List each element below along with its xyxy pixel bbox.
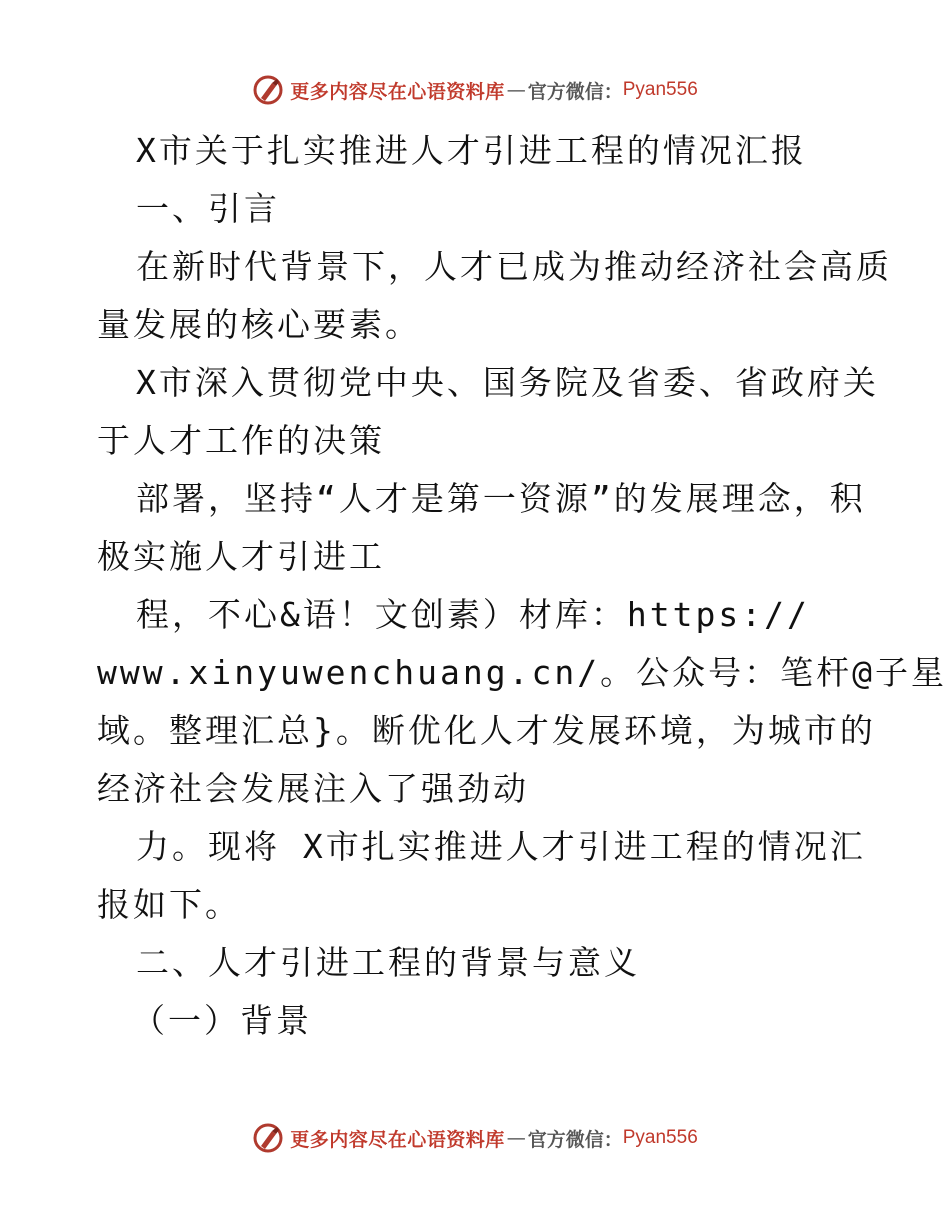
paragraph-line: 经济社会发展注入了强劲动 [97, 769, 529, 808]
watermark-brand: 更多内容尽在心语资料库 [290, 1128, 505, 1151]
paragraph-line: 量发展的核心要素。 [97, 305, 421, 344]
section-heading-introduction: 一、引言 [136, 189, 280, 228]
paragraph-line: 域。整理汇总}。断优化人才发展环境，为城市的 [97, 711, 876, 750]
header-watermark [0, 70, 950, 110]
paragraph-line: 报如下。 [97, 885, 241, 924]
document-body [97, 122, 947, 1050]
watermark-official-label: 官方微信： [527, 1128, 623, 1151]
watermark-official-label: 官方微信： [527, 80, 623, 103]
paragraph-line: 于人才工作的决策 [97, 421, 385, 460]
pen-logo-icon [252, 1122, 284, 1154]
paragraph-line: www.xinyuwenchuang.cn/。公众号：笔杆@子星 [97, 653, 947, 692]
watermark-separator: — [506, 79, 526, 101]
document-title: X市关于扎实推进人才引进工程的情况汇报 [136, 131, 807, 170]
section-heading-background: 二、人才引进工程的背景与意义 [136, 943, 640, 982]
watermark-account: Pyan556 [622, 79, 698, 100]
subsection-heading: （一）背景 [132, 1001, 312, 1040]
paragraph-line: 在新时代背景下，人才已成为推动经济社会高质 [136, 247, 892, 286]
footer-watermark [0, 1118, 950, 1158]
paragraph-line: 部署，坚持“人才是第一资源”的发展理念，积 [136, 479, 866, 518]
paragraph-line: 力。现将 X市扎实推进人才引进工程的情况汇 [136, 827, 866, 866]
paragraph-line: 程，不心&语！文创素）材库：https:// [136, 595, 810, 634]
watermark-brand: 更多内容尽在心语资料库 [290, 80, 505, 103]
pen-logo-icon [252, 74, 284, 106]
paragraph-line: X市深入贯彻党中央、国务院及省委、省政府关 [136, 363, 879, 402]
watermark-separator: — [506, 1127, 526, 1149]
paragraph-line: 极实施人才引进工 [97, 537, 385, 576]
watermark-account: Pyan556 [622, 1127, 698, 1148]
